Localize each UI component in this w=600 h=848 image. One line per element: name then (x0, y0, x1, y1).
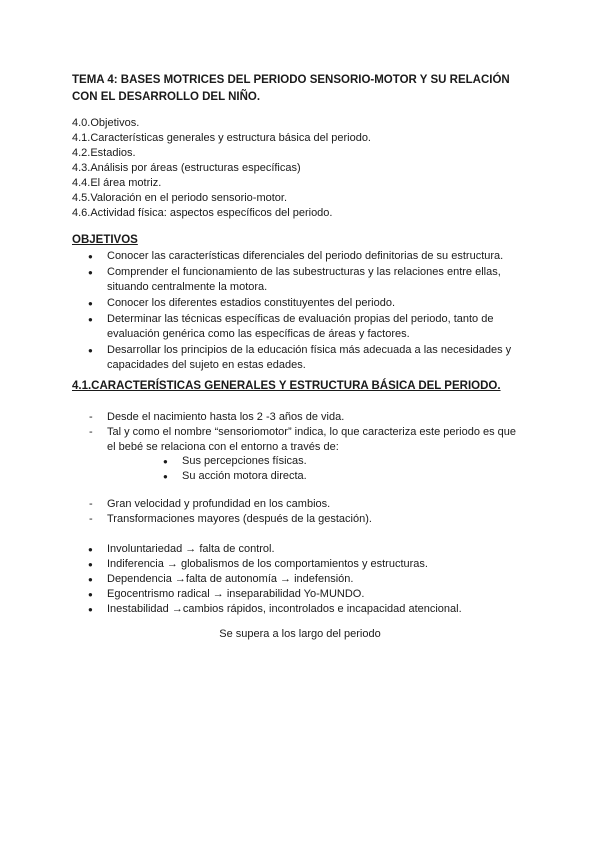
section-heading: 4.1.CARACTERÍSTICAS GENERALES Y ESTRUCTURA BÁSICA DEL PERIODO. (72, 380, 501, 392)
closing-line: Se supera a los largo del periodo (219, 628, 381, 640)
objetivos-heading: OBJETIVOS (72, 234, 138, 246)
list-item: ● Inestabilidad →cambios rápidos, incontrolados e incapacidad atencional. (72, 602, 532, 617)
list-item: ● Indiferencia → globalismos de los comportamientos y estructuras. (72, 557, 532, 572)
toc-item: 4.3.Análisis por áreas (estructuras específicas) (72, 162, 301, 174)
objetivos-list (72, 249, 522, 374)
table-of-contents (72, 116, 371, 221)
dash-list-2 (72, 497, 522, 527)
list-item: ● Desarrollar los principios de la educación física más adecuada a las necesidades y capacidades del sujeto en estas edades. (72, 343, 522, 373)
list-item: ● Sus percepciones físicas. (147, 454, 307, 469)
list-item: ● Conocer los diferentes estadios constituyentes del periodo. (72, 296, 522, 311)
list-item: - Gran velocidad y profundidad en los cambios. (72, 497, 522, 512)
toc-item: 4.0.Objetivos. (72, 117, 140, 129)
list-item: ● Involuntariedad → falta de control. (72, 542, 532, 557)
list-item: - Tal y como el nombre “sensoriomotor” indica, lo que caracteriza este periodo es que el bebé se relaciona con el entorno a través de: (72, 425, 522, 455)
toc-item: 4.5.Valoración en el periodo sensorio-motor. (72, 192, 288, 204)
list-item: ● Comprender el funcionamiento de las subestructuras y las relaciones entre ellas, situando centralmente la motora. (72, 265, 522, 295)
list-item: ● Determinar las técnicas específicas de evaluación propias del periodo, tanto de evaluación genérica como las específicas de áreas y factores. (72, 312, 522, 342)
characteristics-list (72, 542, 532, 617)
dash-list-1 (72, 410, 522, 455)
list-item: ● Egocentrismo radical → inseparabilidad Yo-MUNDO. (72, 587, 532, 602)
list-item: ● Dependencia →falta de autonomía → indefensión. (72, 572, 532, 587)
toc-item: 4.4.El área motriz. (72, 177, 162, 189)
sub-bullet-list (147, 454, 307, 484)
list-item: ● Conocer las características diferenciales del periodo definitorias de su estructura. (72, 249, 522, 264)
toc-item: 4.6.Actividad física: aspectos específicos del periodo. (72, 207, 333, 219)
list-item: - Desde el nacimiento hasta los 2 -3 años de vida. (72, 410, 522, 425)
list-item: ● Su acción motora directa. (147, 469, 307, 484)
toc-item: 4.2.Estadios. (72, 147, 136, 159)
toc-item: 4.1.Características generales y estructura básica del periodo. (72, 132, 371, 144)
list-item: - Transformaciones mayores (después de la gestación). (72, 512, 522, 527)
document-title: TEMA 4: BASES MOTRICES DEL PERIODO SENSORIO-MOTOR Y SU RELACIÓN CON EL DESARROLLO DEL NIÑO. (72, 74, 510, 103)
